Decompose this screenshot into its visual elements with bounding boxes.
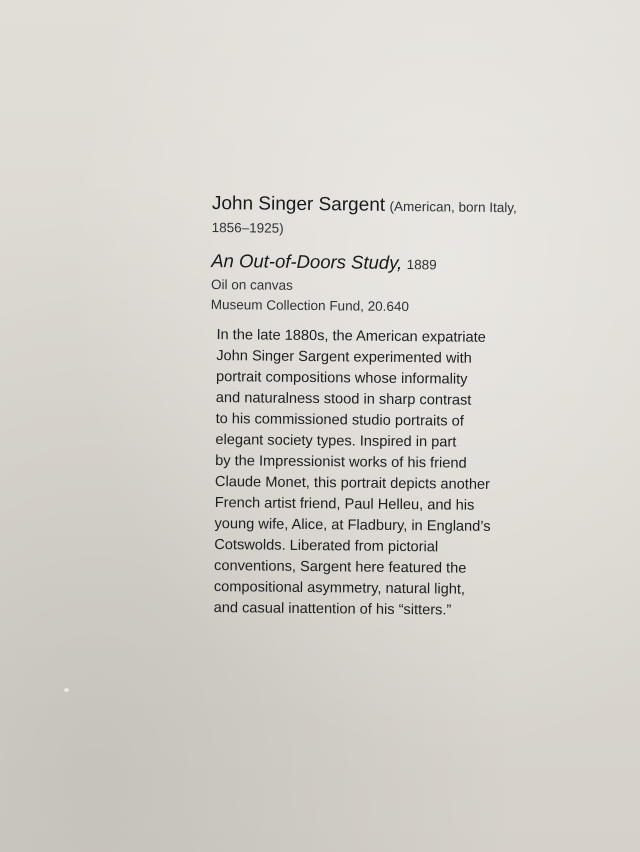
description-line: Cotswolds. Liberated from pictorial bbox=[214, 537, 439, 556]
description-line: In the late 1880s, the American expatriate bbox=[216, 327, 486, 346]
description-line: and casual inattention of his “sitters.” bbox=[213, 600, 452, 619]
description-line: portrait compositions whose informality bbox=[215, 369, 468, 388]
artist-nationality: (American, born Italy, bbox=[389, 198, 517, 216]
artist-line bbox=[212, 192, 552, 243]
wall-speck bbox=[64, 688, 69, 692]
description-line: by the Impressionist works of his friend bbox=[215, 453, 467, 472]
description-line: and naturalness stood in sharp contrast bbox=[215, 390, 472, 409]
description-line: conventions, Sargent here featured the bbox=[213, 558, 467, 577]
artwork-title-line bbox=[211, 249, 551, 279]
description-line: French artist friend, Paul Helleu, and his bbox=[214, 495, 475, 514]
label-description bbox=[214, 325, 557, 623]
description-line: young wife, Alice, at Fladbury, in England’s bbox=[214, 516, 491, 535]
description-line: John Singer Sargent experimented with bbox=[216, 348, 472, 367]
artwork-credit: Museum Collection Fund, 20.640 bbox=[210, 296, 410, 315]
museum-wall-label bbox=[208, 192, 552, 623]
artwork-title: An Out-of-Doors Study, bbox=[211, 249, 403, 273]
artist-dates: 1856–1925) bbox=[211, 219, 284, 236]
description-line: compositional asymmetry, natural light, bbox=[213, 579, 466, 598]
artwork-year: 1889 bbox=[406, 257, 437, 273]
description-line: elegant society types. Inspired in part bbox=[215, 432, 457, 451]
artwork-medium: Oil on canvas bbox=[210, 276, 293, 293]
description-line: to his commissioned studio portraits of bbox=[215, 411, 464, 430]
artist-name: John Singer Sargent bbox=[211, 192, 386, 216]
description-line: Claude Monet, this portrait depicts another bbox=[214, 474, 491, 493]
